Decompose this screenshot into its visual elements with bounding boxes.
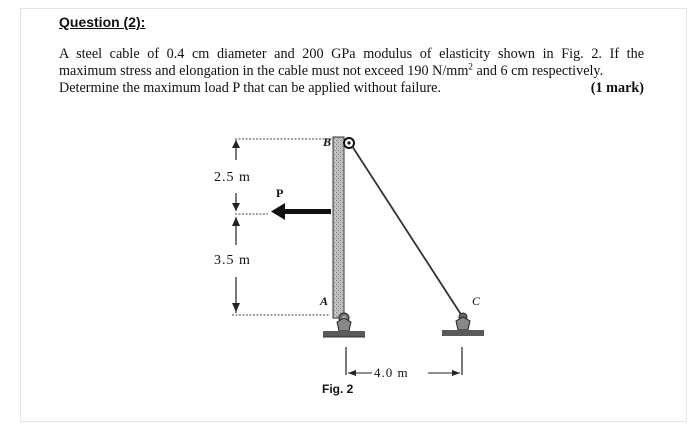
load-arrow-head [271, 203, 285, 220]
load-arrow-shaft [285, 209, 331, 214]
dim-h-right-arrow [452, 370, 460, 376]
question-line-2-a: maximum stress and elongation in the cable must not exceed 190 N/mm [59, 63, 469, 79]
question-line-3-text: Determine the maximum load P that can be applied without failure. [59, 80, 442, 96]
dim-h-left-arrow [348, 370, 356, 376]
vertical-member [333, 137, 344, 318]
support-c-base [442, 330, 484, 336]
question-line-1: A steel cable of 0.4 cm diameter and 200 GPa modulus of elasticity shown in Fig. 2. If the [59, 46, 644, 62]
dim-upper-top-arrow [232, 140, 240, 148]
question-title: Question (2): [59, 14, 146, 30]
dim-upper-label: 2.5 m [214, 170, 251, 185]
marks-label: (1 mark) [590, 80, 644, 96]
dim-lower-top-arrow [232, 217, 240, 226]
cable [352, 146, 462, 316]
point-c-label: C [472, 294, 481, 308]
point-a-label: A [320, 294, 329, 308]
point-b-label: B [323, 135, 332, 149]
support-c [456, 317, 470, 330]
figure-caption: Fig. 2 [322, 382, 354, 396]
dim-horizontal-label: 4.0 m [374, 365, 409, 380]
dim-lower-label: 3.5 m [214, 253, 251, 268]
superscript-2: 2 [468, 61, 473, 72]
dim-upper-bottom-arrow [232, 203, 240, 211]
dim-lower-bottom-arrow [232, 303, 240, 312]
support-a-base [323, 331, 365, 337]
load-label: P [276, 186, 284, 200]
question-line-2-b: and 6 cm respectively. [472, 63, 604, 79]
